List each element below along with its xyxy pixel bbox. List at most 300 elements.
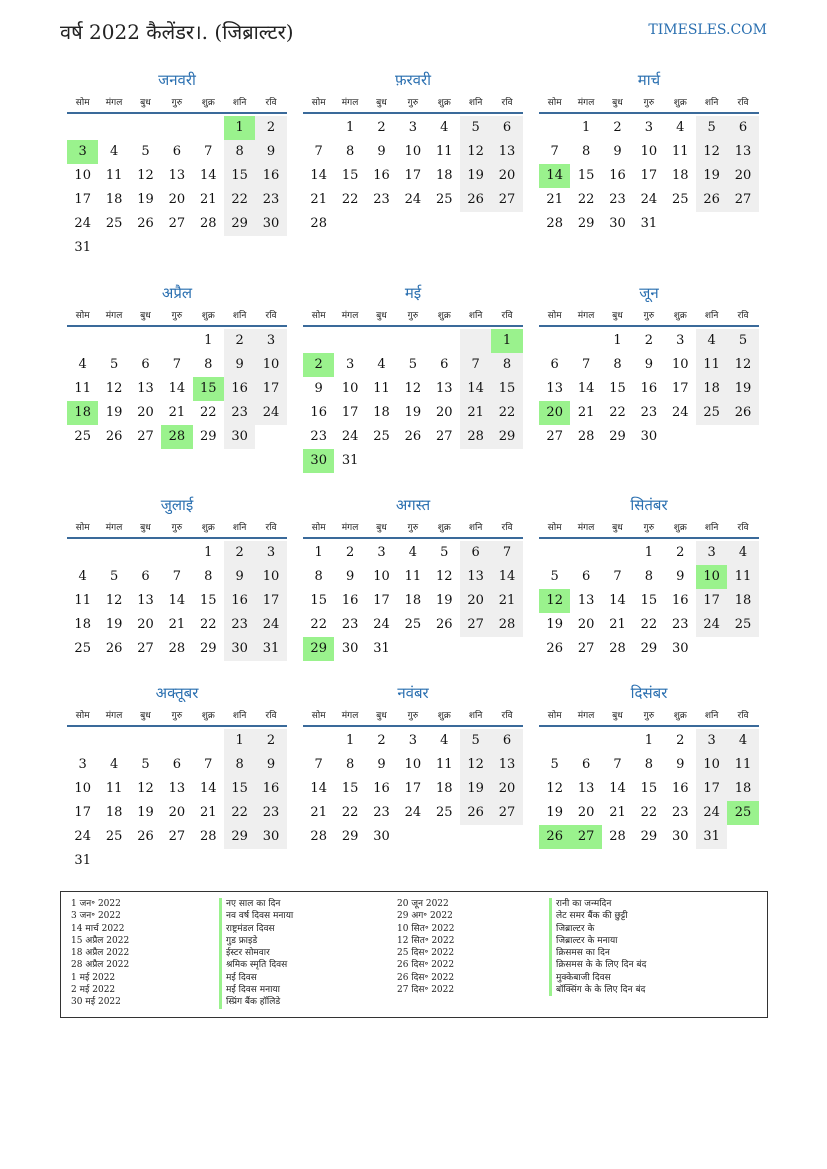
day-cell: 22: [609, 405, 626, 420]
empty-cell: [224, 236, 255, 260]
day-cell: 2: [377, 733, 386, 748]
day-cell: 2: [676, 545, 685, 560]
day-cell: 14: [199, 781, 217, 796]
day-cell: 11: [727, 565, 758, 589]
weekday-label: बुध: [376, 97, 387, 108]
day-cell: 5: [550, 569, 559, 584]
empty-cell: [67, 116, 98, 140]
day-cell: 21: [609, 617, 626, 632]
day-cell: 27: [570, 825, 601, 849]
empty-cell: [491, 825, 522, 849]
day-cell: 6: [460, 541, 491, 565]
day-cell: 2: [255, 729, 286, 753]
day-cell: 25: [435, 192, 453, 207]
day-cell: 8: [224, 140, 255, 164]
day-cell: 9: [613, 144, 622, 159]
empty-cell: [130, 116, 161, 140]
day-cell: 16: [341, 593, 359, 608]
empty-cell: [303, 729, 334, 753]
day-cell: 16: [671, 781, 689, 796]
weekday-label: सोम: [75, 97, 90, 108]
day-cell: 27: [727, 188, 758, 212]
day-cell: 19: [435, 593, 453, 608]
day-cell: 16: [224, 589, 255, 613]
day-cell: 28: [310, 216, 327, 231]
day-cell: 2: [613, 120, 622, 135]
weekday-label: गुरु: [171, 310, 183, 321]
day-cell: 8: [204, 569, 213, 584]
day-grid: [539, 541, 759, 661]
day-cell: 25: [727, 801, 758, 825]
day-cell: 13: [137, 381, 154, 396]
day-cell: 28: [161, 425, 192, 449]
weekday-label: सोम: [547, 310, 562, 321]
day-cell: 9: [224, 353, 255, 377]
day-cell: 3: [696, 541, 727, 565]
day-cell: 20: [727, 164, 758, 188]
day-cell: 8: [314, 569, 323, 584]
day-cell: 8: [581, 144, 591, 159]
empty-cell: [460, 825, 491, 849]
empty-cell: [696, 637, 727, 661]
day-cell: 17: [74, 192, 91, 207]
legend-entry: लेट समर बैंक की छुट्टी: [549, 910, 646, 922]
empty-cell: [161, 236, 192, 260]
day-grid: [303, 329, 523, 473]
day-cell: 21: [199, 192, 217, 207]
day-cell: 16: [224, 377, 255, 401]
day-cell: 8: [644, 569, 653, 584]
day-cell: 3: [408, 733, 417, 748]
legend-entry: 26 दिस॰ 2022: [397, 960, 455, 971]
day-cell: 23: [341, 617, 359, 632]
day-grid: [67, 116, 287, 260]
day-cell: 24: [640, 192, 658, 207]
day-cell: 23: [255, 801, 286, 825]
day-cell: 22: [224, 801, 255, 825]
day-grid: [67, 541, 287, 661]
day-cell: 20: [137, 617, 154, 632]
empty-cell: [429, 637, 460, 661]
empty-cell: [602, 541, 633, 565]
site-link[interactable]: TIMESLES.COM: [648, 22, 767, 38]
day-cell: 17: [404, 781, 422, 796]
day-cell: 22: [491, 401, 522, 425]
day-cell: 26: [435, 617, 453, 632]
weekday-label: गुरु: [407, 522, 419, 533]
empty-cell: [334, 212, 365, 236]
day-cell: 5: [109, 569, 119, 584]
day-cell: 24: [696, 801, 727, 825]
month-block: [539, 683, 759, 849]
weekday-label: शनि: [468, 710, 483, 721]
day-cell: 21: [168, 405, 186, 420]
day-cell: 11: [373, 381, 390, 396]
day-cell: 20: [168, 805, 186, 820]
legend-entry: क्रिसमस का दिन: [549, 947, 646, 959]
weekday-label: रवि: [265, 710, 277, 721]
month-name: जनवरी: [158, 71, 196, 89]
empty-cell: [255, 425, 286, 449]
day-cell: 22: [310, 617, 327, 632]
day-cell: 22: [199, 405, 217, 420]
empty-cell: [539, 729, 570, 753]
day-cell: 1: [581, 120, 591, 135]
day-cell: 13: [577, 781, 595, 796]
day-cell: 13: [435, 381, 453, 396]
day-cell: 3: [78, 757, 87, 772]
weekday-header: [303, 703, 523, 727]
day-cell: 21: [168, 617, 186, 632]
day-cell: 18: [435, 168, 453, 183]
weekday-label: मंगल: [341, 522, 359, 533]
weekday-label: मंगल: [577, 97, 595, 108]
legend-dates-2: [397, 898, 454, 996]
day-cell: 10: [671, 357, 689, 372]
day-cell: 30: [671, 641, 689, 656]
day-cell: 9: [377, 757, 386, 772]
weekday-label: शनि: [232, 710, 247, 721]
day-cell: 15: [310, 593, 327, 608]
legend-entry: 28 अप्रैल 2022: [71, 960, 130, 971]
empty-cell: [539, 116, 570, 140]
legend-entry: 25 दिस॰ 2022: [397, 948, 455, 959]
day-cell: 28: [199, 829, 217, 844]
day-cell: 1: [204, 545, 213, 560]
day-cell: 30: [224, 425, 255, 449]
day-cell: 24: [404, 192, 422, 207]
empty-cell: [727, 212, 758, 236]
day-cell: 16: [671, 593, 689, 608]
weekday-label: रवि: [737, 97, 749, 108]
day-cell: 8: [345, 757, 355, 772]
empty-cell: [570, 729, 601, 753]
empty-cell: [460, 449, 491, 473]
weekday-label: शनि: [704, 97, 719, 108]
day-cell: 2: [345, 545, 355, 560]
day-cell: 20: [460, 589, 491, 613]
empty-cell: [161, 729, 192, 753]
day-cell: 13: [546, 381, 563, 396]
day-cell: 11: [727, 753, 758, 777]
day-cell: 20: [539, 401, 570, 425]
day-cell: 15: [577, 168, 595, 183]
day-cell: 14: [577, 381, 595, 396]
weekday-label: शनि: [232, 522, 247, 533]
weekday-label: शुक्र: [673, 710, 687, 721]
weekday-label: गुरु: [643, 522, 655, 533]
day-cell: 27: [491, 801, 522, 825]
day-cell: 3: [696, 729, 727, 753]
day-cell: 19: [105, 617, 123, 632]
day-cell: 4: [78, 569, 87, 584]
day-cell: 9: [314, 381, 323, 396]
day-cell: 14: [168, 381, 186, 396]
month-block: [303, 283, 523, 473]
day-cell: 30: [373, 829, 390, 844]
day-cell: 12: [137, 168, 154, 183]
day-cell: 30: [303, 449, 334, 473]
legend-entry: 15 अप्रैल 2022: [71, 935, 130, 946]
day-grid: [303, 116, 523, 236]
day-cell: 7: [581, 357, 591, 372]
legend-entry: 10 सित॰ 2022: [397, 923, 455, 934]
empty-cell: [161, 849, 192, 873]
legend-entry: जिब्राल्टर के: [549, 923, 646, 935]
day-cell: 20: [577, 617, 595, 632]
legend-entry: 1 मई 2022: [71, 972, 116, 983]
day-cell: 1: [345, 733, 355, 748]
empty-cell: [397, 449, 428, 473]
day-cell: 10: [341, 381, 359, 396]
day-grid: [539, 329, 759, 449]
empty-cell: [193, 849, 224, 873]
weekday-label: बुध: [612, 97, 623, 108]
day-cell: 16: [373, 781, 390, 796]
day-cell: 4: [727, 541, 758, 565]
day-cell: 9: [676, 757, 685, 772]
empty-cell: [130, 849, 161, 873]
empty-cell: [98, 236, 129, 260]
day-cell: 4: [109, 757, 119, 772]
day-cell: 26: [404, 429, 422, 444]
month-name: अक्तूबर: [155, 684, 199, 702]
day-cell: 3: [67, 140, 98, 164]
empty-cell: [570, 329, 601, 353]
day-cell: 21: [310, 805, 327, 820]
day-cell: 29: [640, 829, 658, 844]
day-cell: 27: [137, 641, 154, 656]
day-cell: 23: [224, 613, 255, 637]
day-cell: 17: [74, 805, 91, 820]
weekday-label: शुक्र: [673, 522, 687, 533]
day-cell: 16: [310, 405, 327, 420]
day-cell: 12: [435, 569, 453, 584]
weekday-header: [539, 515, 759, 539]
weekday-label: रवि: [501, 310, 513, 321]
day-cell: 18: [671, 168, 689, 183]
weekday-label: मंगल: [105, 310, 123, 321]
weekday-label: गुरु: [643, 97, 655, 108]
empty-cell: [334, 329, 365, 353]
day-cell: 7: [172, 569, 181, 584]
weekday-label: बुध: [140, 97, 151, 108]
empty-cell: [366, 449, 397, 473]
empty-cell: [696, 212, 727, 236]
empty-cell: [130, 729, 161, 753]
empty-cell: [161, 116, 192, 140]
legend-entry: मई दिवस मनाया: [219, 984, 293, 996]
month-name: जून: [639, 284, 659, 302]
weekday-header: [539, 303, 759, 327]
month-block: [539, 495, 759, 661]
day-cell: 13: [168, 781, 186, 796]
day-cell: 12: [105, 593, 123, 608]
day-cell: 20: [577, 805, 595, 820]
day-cell: 15: [491, 377, 522, 401]
weekday-label: गुरु: [171, 522, 183, 533]
legend-entry: नव वर्ष दिवस मनाया: [219, 910, 293, 922]
day-cell: 14: [168, 593, 186, 608]
legend-entry: मुक्केबाजी दिवस: [549, 972, 646, 984]
legend-entry: 27 दिस॰ 2022: [397, 985, 455, 996]
day-cell: 1: [644, 733, 653, 748]
day-cell: 4: [676, 120, 685, 135]
legend-entry: 14 मार्च 2022: [71, 923, 125, 934]
day-cell: 12: [137, 781, 154, 796]
day-cell: 21: [460, 401, 491, 425]
day-cell: 5: [141, 144, 150, 159]
day-cell: 14: [539, 164, 570, 188]
empty-cell: [397, 329, 428, 353]
day-cell: 21: [546, 192, 563, 207]
day-cell: 26: [105, 429, 123, 444]
legend-entry: ईस्टर सोमवार: [219, 947, 293, 959]
empty-cell: [429, 449, 460, 473]
day-cell: 10: [640, 144, 658, 159]
day-cell: 3: [644, 120, 653, 135]
day-cell: 15: [640, 781, 658, 796]
day-cell: 28: [491, 613, 522, 637]
day-cell: 10: [74, 168, 91, 183]
month-block: [303, 495, 523, 661]
legend-entry: श्रमिक स्मृति दिवस: [219, 959, 293, 971]
day-cell: 1: [314, 545, 323, 560]
day-cell: 15: [609, 381, 626, 396]
legend-entry: 1 जन॰ 2022: [71, 899, 121, 909]
weekday-label: सोम: [547, 97, 562, 108]
legend-dates-1: [71, 898, 129, 1009]
day-cell: 9: [644, 357, 653, 372]
day-cell: 10: [255, 565, 286, 589]
day-cell: 27: [137, 429, 154, 444]
day-cell: 20: [491, 164, 522, 188]
day-cell: 9: [345, 569, 355, 584]
day-cell: 24: [696, 613, 727, 637]
day-cell: 5: [727, 329, 758, 353]
day-cell: 7: [550, 144, 559, 159]
day-cell: 9: [255, 753, 286, 777]
empty-cell: [397, 825, 428, 849]
weekday-label: गुरु: [407, 97, 419, 108]
day-cell: 25: [696, 401, 727, 425]
day-cell: 23: [373, 805, 390, 820]
empty-cell: [193, 729, 224, 753]
day-cell: 4: [377, 357, 386, 372]
month-name: जुलाई: [160, 496, 194, 514]
empty-cell: [224, 849, 255, 873]
day-cell: 5: [109, 357, 119, 372]
day-cell: 18: [105, 192, 123, 207]
day-cell: 4: [696, 329, 727, 353]
day-cell: 2: [255, 116, 286, 140]
day-cell: 31: [74, 853, 91, 868]
day-cell: 11: [105, 168, 123, 183]
day-cell: 7: [204, 757, 213, 772]
day-cell: 6: [491, 729, 522, 753]
empty-cell: [193, 236, 224, 260]
legend-entry: 20 जून 2022: [397, 899, 449, 909]
day-cell: 27: [460, 613, 491, 637]
day-cell: 4: [440, 733, 449, 748]
day-cell: 4: [440, 120, 449, 135]
day-cell: 29: [199, 641, 217, 656]
empty-cell: [429, 212, 460, 236]
weekday-label: बुध: [140, 522, 151, 533]
day-cell: 24: [255, 401, 286, 425]
month-block: [67, 283, 287, 449]
day-cell: 18: [67, 401, 98, 425]
day-cell: 29: [224, 825, 255, 849]
weekday-label: रवि: [737, 710, 749, 721]
day-cell: 10: [696, 753, 727, 777]
legend-entry: 26 दिस॰ 2022: [397, 972, 455, 983]
day-cell: 6: [581, 757, 591, 772]
legend-entry: 2 मई 2022: [71, 985, 116, 996]
empty-cell: [98, 729, 129, 753]
day-grid: [539, 729, 759, 849]
day-cell: 26: [460, 801, 491, 825]
day-cell: 14: [491, 565, 522, 589]
day-cell: 15: [640, 593, 658, 608]
weekday-label: शुक्र: [437, 522, 451, 533]
month-block: [539, 70, 759, 236]
weekday-label: गुरु: [643, 310, 655, 321]
empty-cell: [67, 541, 98, 565]
weekday-label: सोम: [75, 522, 90, 533]
day-grid: [539, 116, 759, 236]
weekday-label: गुरु: [643, 710, 655, 721]
month-block: [67, 683, 287, 873]
day-cell: 10: [255, 353, 286, 377]
day-cell: 15: [341, 168, 359, 183]
empty-cell: [98, 116, 129, 140]
weekday-header: [303, 515, 523, 539]
month-name: दिसंबर: [630, 684, 668, 702]
day-cell: 22: [577, 192, 595, 207]
weekday-label: शनि: [704, 310, 719, 321]
day-cell: 7: [460, 353, 491, 377]
weekday-label: बुध: [376, 710, 387, 721]
day-cell: 20: [435, 405, 453, 420]
day-cell: 29: [640, 641, 658, 656]
empty-cell: [491, 212, 522, 236]
day-cell: 4: [727, 729, 758, 753]
weekday-label: मंगल: [105, 710, 123, 721]
day-cell: 8: [204, 357, 213, 372]
day-cell: 5: [460, 116, 491, 140]
day-cell: 1: [644, 545, 653, 560]
day-cell: 11: [435, 144, 453, 159]
day-cell: 13: [491, 140, 522, 164]
day-cell: 31: [640, 216, 658, 231]
weekday-header: [539, 90, 759, 114]
day-cell: 14: [609, 781, 626, 796]
legend-entry: 3 जन॰ 2022: [71, 911, 121, 922]
weekday-label: मंगल: [577, 710, 595, 721]
empty-cell: [397, 212, 428, 236]
day-cell: 31: [74, 240, 91, 255]
day-cell: 14: [609, 593, 626, 608]
day-cell: 19: [137, 192, 154, 207]
day-cell: 11: [105, 781, 123, 796]
empty-cell: [255, 849, 286, 873]
day-cell: 24: [74, 216, 91, 231]
day-cell: 25: [373, 429, 390, 444]
empty-cell: [130, 236, 161, 260]
day-cell: 17: [671, 381, 689, 396]
empty-cell: [98, 541, 129, 565]
